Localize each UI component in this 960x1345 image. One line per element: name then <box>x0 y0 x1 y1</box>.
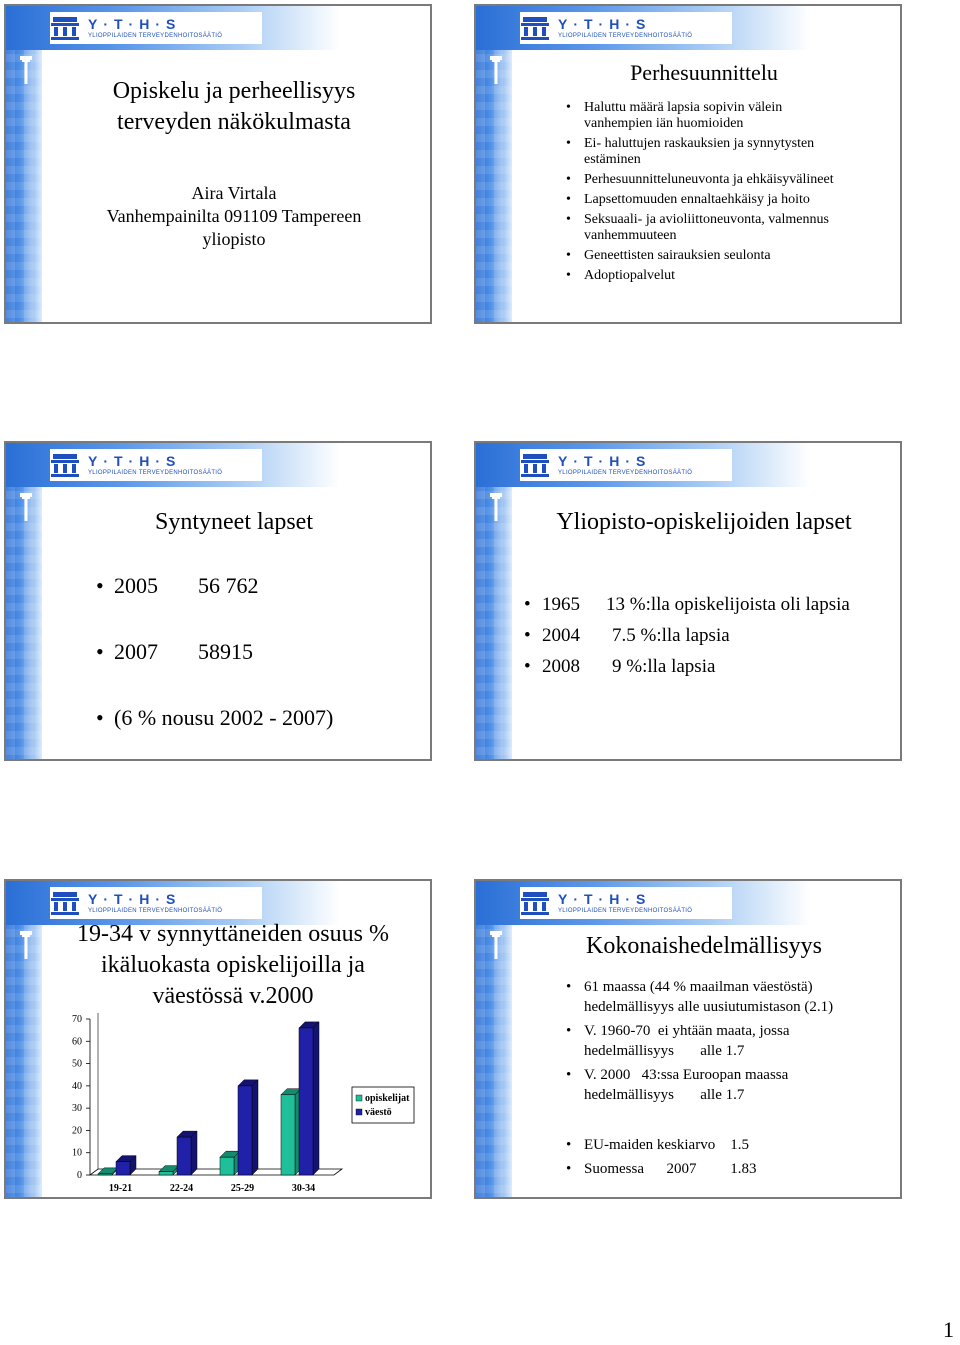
yths-emblem-icon <box>520 453 550 477</box>
list-item <box>566 212 892 244</box>
row-text: 7.5 %:lla lapsia <box>612 625 730 646</box>
year: 2004 <box>542 625 580 646</box>
y-tick-label: 0 <box>77 1170 82 1181</box>
torch-icon <box>490 929 502 959</box>
bullet-list <box>96 573 422 731</box>
yths-logo <box>520 887 732 919</box>
title-line: väestössä v.2000 <box>152 983 314 1009</box>
bullet-list <box>566 1133 892 1181</box>
legend-swatch <box>356 1109 362 1115</box>
list-item <box>566 1133 892 1157</box>
logo-subtitle: YLIOPPILAIDEN TERVEYDENHOITOSÄÄTIÖ <box>558 33 693 39</box>
list-item <box>524 651 892 682</box>
yths-emblem-icon <box>520 891 550 915</box>
list-item <box>96 639 422 665</box>
list-item-line: estäminen <box>584 152 641 167</box>
slide-6 <box>474 879 902 1199</box>
list-item <box>566 136 892 168</box>
torch-shape <box>490 929 502 959</box>
slide-1-subtitle <box>46 182 422 251</box>
legend-label: opiskelijat <box>365 1093 410 1104</box>
slide-1 <box>4 4 432 324</box>
list-item-line: • Geneettisten sairauksien seulonta <box>584 248 771 263</box>
list-item-line: vanhemmuuteen <box>584 228 677 243</box>
y-tick-label: 70 <box>72 1014 82 1025</box>
page-number: 1 <box>943 1317 954 1342</box>
y-tick-label: 30 <box>72 1103 82 1115</box>
x-tick-label: 30-34 <box>291 1183 316 1194</box>
yths-emblem-icon <box>50 453 80 477</box>
list-item-line: • 61 maassa (44 % maailman väestöstä) <box>584 979 813 995</box>
bullet-list <box>566 977 892 1109</box>
y-tick-label: 60 <box>72 1036 82 1048</box>
year: 2007 <box>114 639 158 664</box>
bar-opiskelijat-25-29 <box>220 1157 234 1175</box>
list-item-line: • V. 1960-70 ei yhtään maata, jossa <box>584 1023 790 1039</box>
x-tick-label: 19-21 <box>108 1183 133 1194</box>
list-item <box>566 1065 892 1105</box>
bullet-list <box>566 100 892 288</box>
bar-väestö-19-21 <box>116 1162 130 1175</box>
list-item <box>524 589 892 620</box>
title-line: Opiskelu ja perheellisyys <box>112 78 356 104</box>
slide-1-title <box>46 76 422 138</box>
slide-4 <box>474 441 902 761</box>
x-tick-label: 25-29 <box>230 1183 255 1194</box>
bar-väestö-22-24 <box>177 1137 191 1175</box>
y-tick-label: 40 <box>72 1080 82 1092</box>
yths-emblem-icon <box>50 16 80 40</box>
year: 1965 <box>542 594 580 615</box>
slide-2-title: Perhesuunnittelu <box>630 60 778 85</box>
logo-subtitle: YLIOPPILAIDEN TERVEYDENHOITOSÄÄTIÖ <box>88 908 223 914</box>
logo-subtitle: YLIOPPILAIDEN TERVEYDENHOITOSÄÄTIÖ <box>88 470 223 476</box>
logo-title: Y·T·H·S <box>88 16 182 32</box>
slide-2 <box>474 4 902 324</box>
torch-icon <box>20 491 32 521</box>
value: 56 762 <box>198 573 259 598</box>
list-item <box>566 172 892 188</box>
list-item <box>566 192 892 208</box>
slide-6-title: Kokonaishedelmällisyys <box>586 933 822 959</box>
torch-icon <box>20 54 32 84</box>
value: 58915 <box>198 639 253 664</box>
list-item-line: • Lapsettomuuden ennaltaehkäisy ja hoito <box>584 192 810 207</box>
row-text: 9 %:lla lapsia <box>612 656 716 677</box>
author-name: Aira Virtala <box>191 183 277 203</box>
logo-title: Y·T·H·S <box>558 16 652 32</box>
slide-5 <box>4 879 432 1199</box>
slide-3-title: Syntyneet lapset <box>155 509 313 535</box>
bar-side <box>313 1022 319 1175</box>
list-item <box>566 1021 892 1061</box>
logo-subtitle: YLIOPPILAIDEN TERVEYDENHOITOSÄÄTIÖ <box>558 908 693 914</box>
bar-väestö-30-34 <box>299 1028 313 1175</box>
bar-side <box>252 1080 258 1175</box>
list-item <box>566 268 892 284</box>
list-item-line: hedelmällisyys alle uusiutumistason (2.1) <box>584 999 834 1015</box>
list-item-line: • Ei- haluttujen raskauksien ja synnytysten <box>584 136 815 151</box>
torch-shape <box>490 54 502 84</box>
torch-icon <box>490 54 502 84</box>
list-item-line: vanhempien iän huomioiden <box>584 116 744 131</box>
list-item-line: • Haluttu määrä lapsia sopivin välein <box>584 100 783 115</box>
yths-logo <box>520 12 732 44</box>
y-tick-label: 50 <box>72 1058 82 1070</box>
x-tick-label: 22-24 <box>169 1183 194 1194</box>
list-item-line: • V. 2000 43:ssa Euroopan maassa <box>584 1067 789 1083</box>
yths-logo <box>50 12 262 44</box>
list-item <box>96 573 422 599</box>
year: 2008 <box>542 656 580 677</box>
row-text: 13 %:lla opiskelijoista oli lapsia <box>606 594 850 615</box>
slide-3 <box>4 441 432 761</box>
yths-logo <box>520 449 732 481</box>
title-line: 19-34 v synnyttäneiden osuus % <box>77 921 389 947</box>
torch-shape <box>490 491 502 521</box>
logo-title: Y·T·H·S <box>558 453 652 469</box>
bar-opiskelijat-22-24 <box>159 1172 173 1175</box>
bar-väestö-25-29 <box>238 1086 252 1175</box>
list-item-line: hedelmällisyys alle 1.7 <box>584 1043 745 1059</box>
torch-shape <box>20 491 32 521</box>
logo-title: Y·T·H·S <box>88 891 182 907</box>
legend-label: väestö <box>365 1107 392 1118</box>
list-item-line: • EU-maiden keskiarvo 1.5 <box>584 1137 749 1153</box>
list-item <box>566 977 892 1017</box>
event-line: Vanhempainilta 091109 Tampereen <box>106 206 362 226</box>
list-item-line: • Perhesuunnitteluneuvonta ja ehkäisyvälineet <box>584 172 834 187</box>
list-item <box>524 620 892 651</box>
list-item <box>566 100 892 132</box>
list-item-line: • Seksuaali- ja avioliittoneuvonta, valmennus <box>584 212 829 227</box>
list-item <box>566 1157 892 1181</box>
yths-emblem-icon <box>520 16 550 40</box>
title-line: terveyden näkökulmasta <box>117 109 351 135</box>
bar-chart <box>6 881 432 1199</box>
note: (6 % nousu 2002 - 2007) <box>114 705 334 730</box>
event-line: yliopisto <box>202 229 266 249</box>
list-item-line: • Adoptiopalvelut <box>584 268 675 283</box>
logo-subtitle: YLIOPPILAIDEN TERVEYDENHOITOSÄÄTIÖ <box>558 470 693 476</box>
bullet-list <box>524 589 892 682</box>
list-item <box>96 705 422 731</box>
bar-opiskelijat-30-34 <box>281 1095 295 1175</box>
legend-swatch <box>356 1095 362 1101</box>
title-line: ikäluokasta opiskelijoilla ja <box>101 952 365 978</box>
bar-side <box>191 1131 197 1175</box>
slide-4-title: Yliopisto-opiskelijoiden lapset <box>556 509 852 535</box>
logo-title: Y·T·H·S <box>558 891 652 907</box>
list-item-line: • Suomessa 2007 1.83 <box>584 1161 757 1177</box>
logo-subtitle: YLIOPPILAIDEN TERVEYDENHOITOSÄÄTIÖ <box>88 33 223 39</box>
y-tick-label: 10 <box>72 1147 82 1159</box>
list-item-line: hedelmällisyys alle 1.7 <box>584 1087 745 1103</box>
bar-opiskelijat-19-21 <box>98 1174 112 1175</box>
year: 2005 <box>114 573 158 598</box>
torch-shape <box>20 54 32 84</box>
y-tick-label: 20 <box>72 1125 82 1137</box>
list-item <box>566 248 892 264</box>
torch-icon <box>490 491 502 521</box>
logo-title: Y·T·H·S <box>88 453 182 469</box>
yths-logo <box>50 449 262 481</box>
